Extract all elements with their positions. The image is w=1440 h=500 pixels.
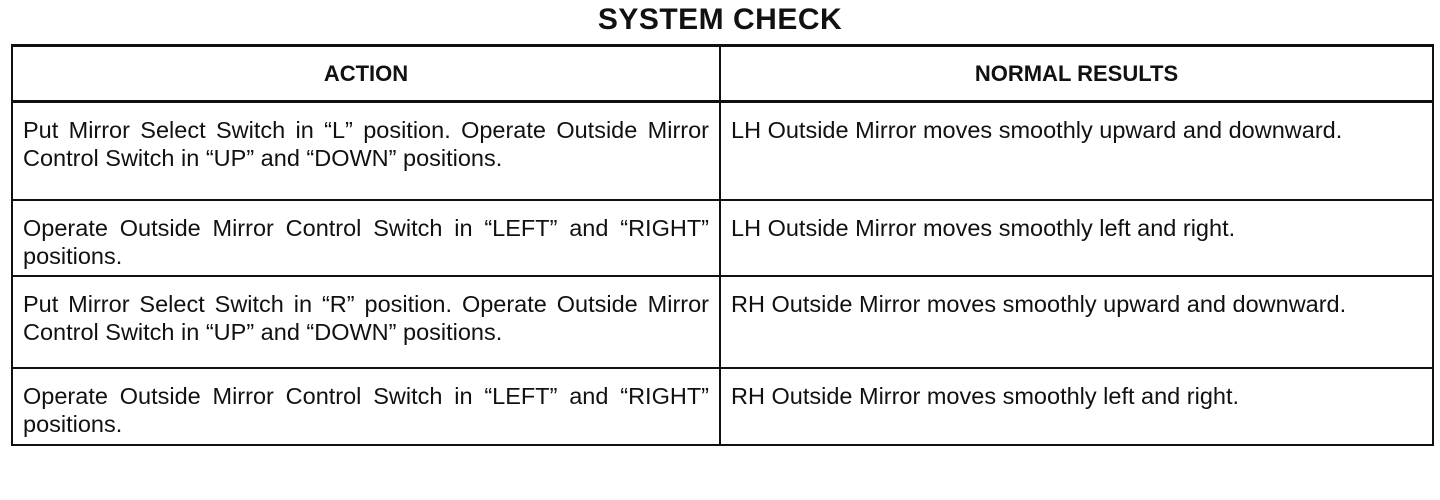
table-header-row	[12, 46, 1433, 102]
action-cell: Operate Outside Mirror Control Switch in “LEFT” and “RIGHT” positions.	[12, 368, 720, 445]
table-row	[12, 368, 1433, 445]
result-cell: RH Outside Mirror moves smoothly left and right.	[720, 368, 1433, 445]
action-cell: Put Mirror Select Switch in “L” position. Operate Outside Mirror Control Switch in “UP” and “DOWN” positions.	[12, 102, 720, 201]
action-cell: Put Mirror Select Switch in “R” position. Operate Outside Mirror Control Switch in “UP” and “DOWN” positions.	[12, 276, 720, 368]
system-check-table	[11, 44, 1434, 446]
table-row	[12, 200, 1433, 276]
column-header-normal-results: NORMAL RESULTS	[720, 46, 1433, 102]
result-cell: LH Outside Mirror moves smoothly left and right.	[720, 200, 1433, 276]
page-title: SYSTEM CHECK	[597, 3, 843, 36]
table-row	[12, 276, 1433, 368]
table-row	[12, 102, 1433, 201]
result-cell: RH Outside Mirror moves smoothly upward and downward.	[720, 276, 1433, 368]
column-header-action: ACTION	[12, 46, 720, 102]
action-cell: Operate Outside Mirror Control Switch in “LEFT” and “RIGHT” positions.	[12, 200, 720, 276]
result-cell: LH Outside Mirror moves smoothly upward and downward.	[720, 102, 1433, 201]
